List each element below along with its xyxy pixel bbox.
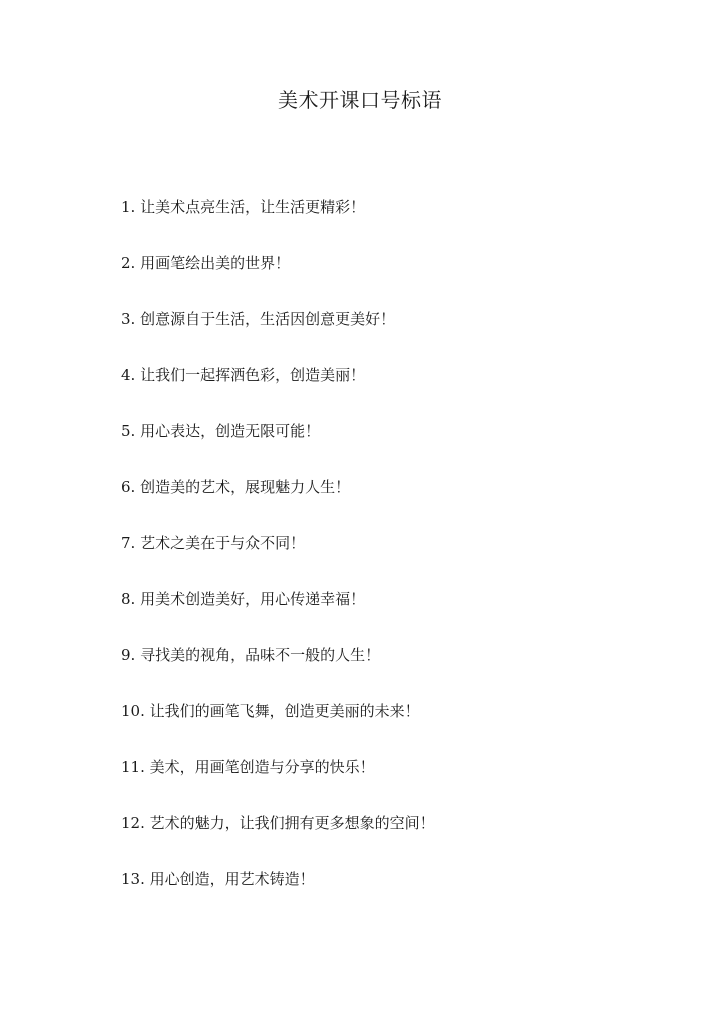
list-item: 3. 创意源自于生活，生活因创意更美好！: [121, 310, 396, 328]
list-item: 7. 艺术之美在于与众不同！: [121, 534, 306, 552]
document-title: 美术开课口号标语: [278, 88, 442, 112]
list-item: 6. 创造美的艺术，展现魅力人生！: [121, 478, 351, 496]
list-item: 1. 让美术点亮生活，让生活更精彩！: [121, 198, 366, 216]
list-item: 2. 用画笔绘出美的世界！: [121, 254, 291, 272]
list-item: 9. 寻找美的视角，品味不一般的人生！: [121, 646, 381, 664]
list-item: 11. 美术，用画笔创造与分享的快乐！: [121, 758, 375, 776]
list-item: 12. 艺术的魅力，让我们拥有更多想象的空间！: [121, 814, 435, 832]
list-item: 4. 让我们一起挥洒色彩，创造美丽！: [121, 366, 366, 384]
list-item: 8. 用美术创造美好，用心传递幸福！: [121, 590, 366, 608]
slogan-list: [121, 194, 641, 922]
list-item: 5. 用心表达，创造无限可能！: [121, 422, 321, 440]
list-item: 10. 让我们的画笔飞舞，创造更美丽的未来！: [121, 702, 420, 720]
list-item: 13. 用心创造，用艺术铸造！: [121, 870, 315, 888]
